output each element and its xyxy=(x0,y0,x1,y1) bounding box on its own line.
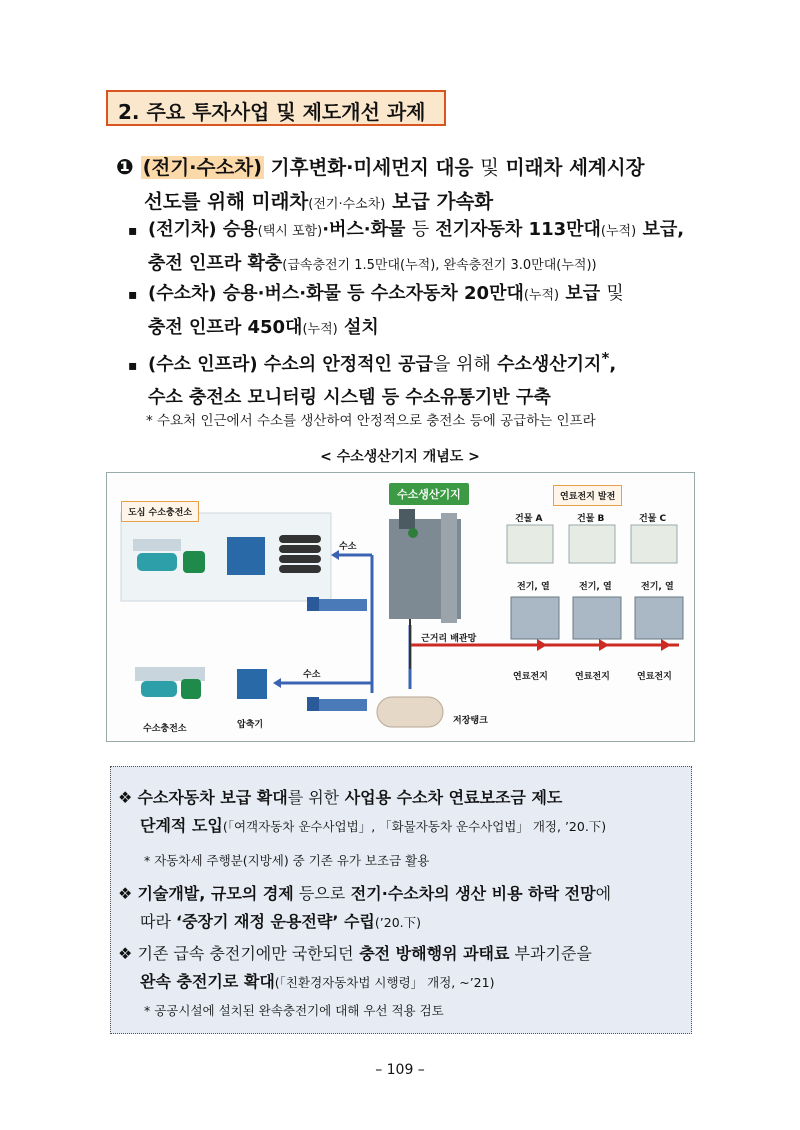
p2-b: 등으로 xyxy=(293,884,346,903)
bullet-h2-line1 xyxy=(128,342,616,382)
p2-line1 xyxy=(118,880,611,908)
p1-a: 수소자동차 보급 확대 xyxy=(137,788,288,807)
b3-c: 수소생산기지 xyxy=(490,354,602,375)
fuelcell-label: 연료전지 xyxy=(513,672,548,682)
p1-mark: ❖ xyxy=(118,788,133,807)
b1-d: 등 xyxy=(411,219,430,240)
bullet-fcev-line2 xyxy=(128,312,624,346)
p3-c: 부과기준을 xyxy=(509,944,592,963)
p3-a: 기존 급속 충전기에만 국한되던 xyxy=(137,944,354,963)
fuelcell-icons xyxy=(511,597,683,639)
bullet-mark: ▪ xyxy=(128,287,138,303)
city-station-tag: 도심 수소충전소 xyxy=(121,501,199,522)
item1-l2b: (전기·수소차) xyxy=(308,197,386,212)
item1-l1b: 및 xyxy=(480,156,499,179)
bus-icon xyxy=(183,551,205,573)
section-title: 2. 주요 투자사업 및 제도개선 과제 xyxy=(118,100,426,124)
p3-note: * 공공시설에 설치된 완속충전기에 대해 우선 적용 검토 xyxy=(144,1003,444,1018)
fuelcell-power-tag: 연료전지 발전 xyxy=(553,485,622,506)
item1-marker: ❶ xyxy=(116,155,134,179)
p2-d: 에 xyxy=(595,884,612,903)
b2-b: (누적) xyxy=(523,288,560,303)
compressor-icon xyxy=(227,537,265,575)
truck-icon xyxy=(317,599,367,611)
p1-note: * 자동차세 주행분(지방세) 중 기존 유가 보조금 활용 xyxy=(144,853,430,868)
item1-heading xyxy=(116,150,644,222)
b2-d: 및 xyxy=(606,283,624,304)
p3-line1 xyxy=(118,940,592,968)
b1-e: 전기자동차 113만대 xyxy=(429,219,601,240)
fuelcell-label: 연료전지 xyxy=(637,672,672,682)
b3-f: 수소 충전소 모니터링 시스템 등 수소유통기반 구축 xyxy=(148,387,551,408)
p1-d: 단계적 도입 xyxy=(140,816,223,835)
elec-heat-label: 전기, 열 xyxy=(579,582,612,592)
b2-a: (수소차) 승용·버스·화물 등 수소자동차 20만대 xyxy=(148,283,524,304)
b1-g: 보급, xyxy=(636,219,685,240)
b2-c: 보급 xyxy=(559,283,607,304)
elec-heat-label: 전기, 열 xyxy=(517,582,550,592)
b2-g: 설치 xyxy=(337,317,379,338)
station-icon xyxy=(135,667,205,681)
footnote-h2-base: * 수요처 인근에서 수소를 생산하여 안정적으로 충전소 등에 공급하는 인프라 xyxy=(146,413,596,429)
bullet-fcev-line1 xyxy=(128,278,624,312)
p1-c: 사업용 수소차 연료보조금 제도 xyxy=(339,788,563,807)
b1-h: 충전 인프라 확충 xyxy=(148,253,283,274)
policy-item-3 xyxy=(118,940,592,1019)
h2-base-diagram xyxy=(106,472,695,742)
p3-e: (「친환경자동차법 시행령」 개정, ~’21) xyxy=(274,975,495,990)
p3-mark: ❖ xyxy=(118,944,133,963)
p2-g: (’20.下) xyxy=(374,915,421,930)
item1-line1 xyxy=(116,150,644,185)
item1-l1a: 기후변화·미세먼지 대응 xyxy=(264,156,481,179)
building-b-label: 건물 B xyxy=(577,514,605,524)
p3-d: 완속 충전기로 확대 xyxy=(140,972,275,991)
item1-l2c: 보급 가속화 xyxy=(385,190,494,213)
bullet-fcev xyxy=(128,278,624,346)
station-label: 수소충전소 xyxy=(143,724,187,734)
item1-highlight: (전기·수소차) xyxy=(142,156,262,179)
building-c-label: 건물 C xyxy=(639,514,667,524)
h2-top-label: 수소 xyxy=(339,542,357,552)
compressor-label: 압축기 xyxy=(237,720,264,730)
h2-bottom-label: 수소 xyxy=(303,670,321,680)
compressor-icon xyxy=(237,669,267,699)
p2-line2 xyxy=(118,908,611,937)
b3-a: (수소 인프라) 수소의 안정적인 공급 xyxy=(148,354,433,375)
p1-b: 를 위한 xyxy=(287,788,340,807)
elec-heat-label: 전기, 열 xyxy=(641,582,674,592)
policy-item-2 xyxy=(118,880,611,937)
p1-line1 xyxy=(118,784,606,812)
b3-b: 을 위해 xyxy=(432,354,491,375)
page-number: – 109 – xyxy=(375,1062,425,1078)
fuelcell-label: 연료전지 xyxy=(575,672,610,682)
p2-e: 따라 xyxy=(140,912,176,931)
b1-a: (전기차) 승용 xyxy=(148,219,258,240)
b1-f: (누적) xyxy=(600,224,637,239)
bullet-ev xyxy=(128,214,684,282)
bullet-ev-line1 xyxy=(128,214,684,248)
p1-line2 xyxy=(118,812,606,841)
p2-mark: ❖ xyxy=(118,884,133,903)
building-a-label: 건물 A xyxy=(515,514,543,524)
p2-a: 기술개발, 규모의 경제 xyxy=(137,884,294,903)
b3-d: * xyxy=(601,349,610,367)
bullet-h2-infra xyxy=(128,342,616,414)
b2-e: 충전 인프라 450대 xyxy=(148,317,303,338)
b1-b: (택시 포함) xyxy=(257,224,323,239)
tank-label: 저장탱크 xyxy=(453,716,488,726)
p3-b: 충전 방해행위 과태료 xyxy=(353,944,510,963)
policy-item-1 xyxy=(118,784,606,869)
item1-l1c: 미래차 세계시장 xyxy=(499,156,645,179)
truck-icon xyxy=(317,699,367,711)
b2-f: (누적) xyxy=(302,322,338,337)
p3-line2 xyxy=(118,968,592,997)
h2-base-tag: 수소생산기지 xyxy=(389,483,469,505)
b1-i: (급속충전기 1.5만대(누적), 완속충전기 3.0만대(누적)) xyxy=(282,258,597,273)
p2-f: ‘중장기 재정 운용전략’ 수립 xyxy=(176,912,375,931)
bullet-ev-line2 xyxy=(128,248,684,282)
bullet-mark: ▪ xyxy=(128,223,138,239)
station-canopy xyxy=(133,539,181,551)
b3-e: , xyxy=(609,354,617,375)
p2-c: 전기·수소차의 생산 비용 하락 전망 xyxy=(345,884,596,903)
car-icon xyxy=(137,553,177,571)
item1-l2a: 선도를 위해 미래차 xyxy=(144,190,309,213)
building-icons xyxy=(507,525,677,563)
bullet-mark: ▪ xyxy=(128,358,138,374)
storage-tank-icon xyxy=(377,697,443,727)
p1-e: (「여객자동차 운수사업법」, 「화물자동차 운수사업법」 개정, ’20.下) xyxy=(222,819,607,834)
pipe-label: 근거리 배관망 xyxy=(421,634,477,644)
b1-c: ·버스·화물 xyxy=(322,219,412,240)
diagram-caption: < 수소생산기지 개념도 > xyxy=(320,449,480,465)
